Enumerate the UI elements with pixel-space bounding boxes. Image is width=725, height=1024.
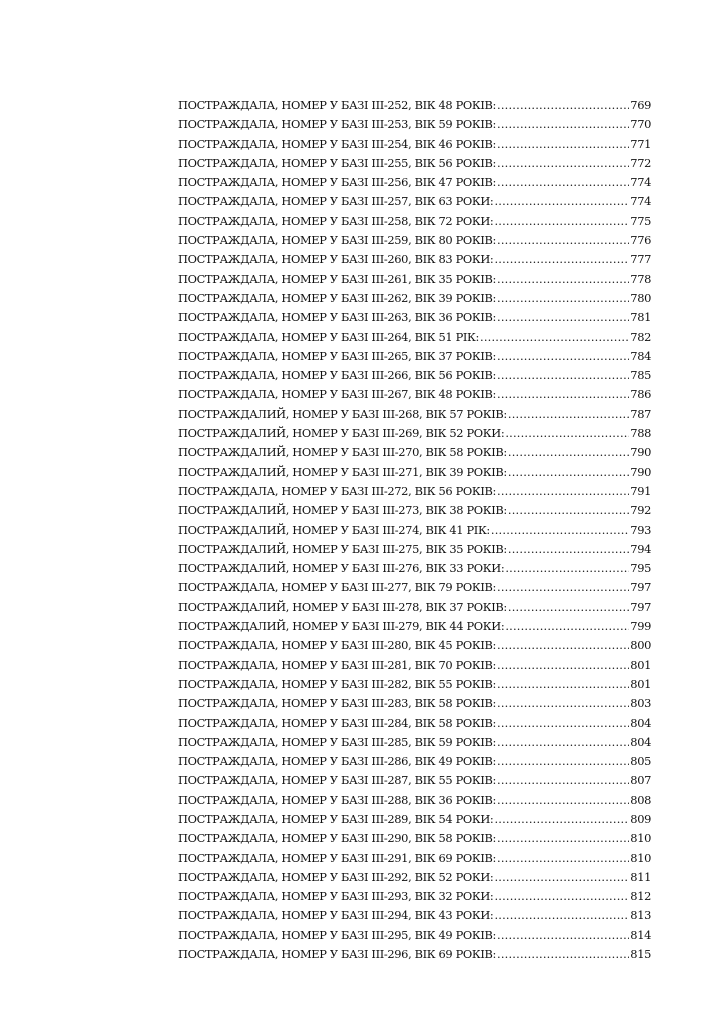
toc-entry-title: ПОСТРАЖДАЛА, НОМЕР У БАЗІ ІІІ-281, ВІК 70 РОКІВ: bbox=[178, 657, 497, 672]
toc-dot-leader bbox=[497, 308, 629, 327]
toc-dot-leader bbox=[497, 771, 629, 790]
toc-entry-title: ПОСТРАЖДАЛА, НОМЕР У БАЗІ ІІІ-293, ВІК 32 РОКИ: bbox=[178, 889, 494, 904]
toc-page-number: 784 bbox=[630, 348, 651, 363]
toc-entry[interactable] bbox=[178, 250, 651, 269]
toc-dot-leader bbox=[497, 135, 629, 154]
toc-entry-title: ПОСТРАЖДАЛА, НОМЕР У БАЗІ ІІІ-256, ВІК 47 РОКІВ: bbox=[178, 175, 497, 190]
toc-entry-title: ПОСТРАЖДАЛА, НОМЕР У БАЗІ ІІІ-296, ВІК 69 РОКІВ: bbox=[178, 947, 497, 962]
toc-page-number: 800 bbox=[630, 638, 651, 653]
toc-entry[interactable] bbox=[178, 714, 651, 733]
toc-dot-leader bbox=[497, 366, 629, 385]
toc-dot-leader bbox=[494, 250, 629, 269]
toc-dot-leader bbox=[497, 289, 629, 308]
toc-entry-title: ПОСТРАЖДАЛА, НОМЕР У БАЗІ ІІІ-253, ВІК 59 РОКІВ: bbox=[178, 117, 497, 132]
toc-entry[interactable] bbox=[178, 829, 651, 848]
toc-page-number: 810 bbox=[630, 831, 651, 846]
toc-page-number: 786 bbox=[630, 387, 651, 402]
toc-page-number: 785 bbox=[630, 368, 651, 383]
toc-dot-leader bbox=[494, 868, 629, 887]
toc-page-number: 808 bbox=[630, 792, 651, 807]
toc-entry[interactable] bbox=[178, 617, 651, 636]
toc-dot-leader bbox=[497, 636, 629, 655]
toc-entry[interactable] bbox=[178, 656, 651, 675]
toc-dot-leader bbox=[508, 501, 629, 520]
toc-dot-leader bbox=[494, 906, 629, 925]
toc-entry[interactable] bbox=[178, 694, 651, 713]
toc-entry-title: ПОСТРАЖДАЛА, НОМЕР У БАЗІ ІІІ-272, ВІК 56 РОКІВ: bbox=[178, 483, 497, 498]
toc-entry-title: ПОСТРАЖДАЛИЙ, НОМЕР У БАЗІ ІІІ-270, ВІК 58 РОКІВ: bbox=[178, 445, 507, 460]
toc-entry[interactable] bbox=[178, 868, 651, 887]
toc-entry-title: ПОСТРАЖДАЛА, НОМЕР У БАЗІ ІІІ-294, ВІК 43 РОКИ: bbox=[178, 908, 494, 923]
toc-page-number: 812 bbox=[630, 889, 651, 904]
toc-entry-title: ПОСТРАЖДАЛИЙ, НОМЕР У БАЗІ ІІІ-269, ВІК 52 РОКИ: bbox=[178, 426, 505, 441]
toc-entry-title: ПОСТРАЖДАЛА, НОМЕР У БАЗІ ІІІ-295, ВІК 49 РОКІВ: bbox=[178, 927, 497, 942]
toc-page-number: 778 bbox=[630, 271, 651, 286]
toc-dot-leader bbox=[497, 347, 629, 366]
toc-page-number: 805 bbox=[630, 754, 651, 769]
toc-dot-leader bbox=[497, 96, 629, 115]
toc-entry[interactable] bbox=[178, 135, 651, 154]
toc-entry[interactable] bbox=[178, 366, 651, 385]
toc-dot-leader bbox=[497, 578, 629, 597]
toc-entry-title: ПОСТРАЖДАЛА, НОМЕР У БАЗІ ІІІ-282, ВІК 55 РОКІВ: bbox=[178, 676, 497, 691]
toc-page-number: 770 bbox=[630, 117, 651, 132]
toc-page-number: 793 bbox=[630, 522, 651, 537]
toc-entry[interactable] bbox=[178, 212, 651, 231]
toc-dot-leader bbox=[497, 482, 629, 501]
toc-entry[interactable] bbox=[178, 540, 651, 559]
toc-page-number: 797 bbox=[630, 580, 651, 595]
toc-dot-leader bbox=[494, 192, 629, 211]
toc-entry-title: ПОСТРАЖДАЛА, НОМЕР У БАЗІ ІІІ-255, ВІК 56 РОКІВ: bbox=[178, 155, 497, 170]
toc-dot-leader bbox=[494, 810, 629, 829]
toc-page-number: 775 bbox=[630, 213, 651, 228]
toc-dot-leader bbox=[505, 559, 629, 578]
toc-entry-title: ПОСТРАЖДАЛА, НОМЕР У БАЗІ ІІІ-288, ВІК 36 РОКІВ: bbox=[178, 792, 497, 807]
toc-dot-leader bbox=[497, 829, 629, 848]
toc-entry-title: ПОСТРАЖДАЛА, НОМЕР У БАЗІ ІІІ-267, ВІК 48 РОКІВ: bbox=[178, 387, 497, 402]
toc-page-number: 769 bbox=[630, 98, 651, 112]
toc-entry[interactable] bbox=[178, 771, 651, 790]
toc-dot-leader bbox=[508, 443, 629, 462]
toc-dot-leader bbox=[508, 540, 629, 559]
toc-entry[interactable] bbox=[178, 636, 651, 655]
toc-dot-leader bbox=[497, 385, 629, 404]
toc-entry-title: ПОСТРАЖДАЛИЙ, НОМЕР У БАЗІ ІІІ-271, ВІК 39 РОКІВ: bbox=[178, 464, 507, 479]
toc-entry[interactable] bbox=[178, 675, 651, 694]
toc-dot-leader bbox=[497, 694, 629, 713]
toc-entry-title: ПОСТРАЖДАЛА, НОМЕР У БАЗІ ІІІ-259, ВІК 80 РОКІВ: bbox=[178, 233, 497, 248]
toc-dot-leader bbox=[505, 617, 629, 636]
toc-dot-leader bbox=[497, 675, 629, 694]
toc-page-number: 776 bbox=[630, 233, 651, 248]
toc-dot-leader bbox=[497, 173, 629, 192]
toc-entry-title: ПОСТРАЖДАЛИЙ, НОМЕР У БАЗІ ІІІ-273, ВІК 38 РОКІВ: bbox=[178, 503, 507, 518]
toc-page-number: 814 bbox=[630, 927, 651, 942]
toc-entry[interactable] bbox=[178, 289, 651, 308]
toc-entry[interactable] bbox=[178, 115, 651, 134]
toc-page-number: 804 bbox=[630, 734, 651, 749]
toc-page-number: 771 bbox=[630, 136, 651, 151]
toc-entry-title: ПОСТРАЖДАЛА, НОМЕР У БАЗІ ІІІ-260, ВІК 83 РОКИ: bbox=[178, 252, 494, 267]
toc-entry-title: ПОСТРАЖДАЛА, НОМЕР У БАЗІ ІІІ-280, ВІК 45 РОКІВ: bbox=[178, 638, 497, 653]
toc-entry-title: ПОСТРАЖДАЛА, НОМЕР У БАЗІ ІІІ-262, ВІК 39 РОКІВ: bbox=[178, 290, 497, 305]
toc-entry-title: ПОСТРАЖДАЛА, НОМЕР У БАЗІ ІІІ-277, ВІК 79 РОКІВ: bbox=[178, 580, 497, 595]
toc-entry[interactable] bbox=[178, 945, 651, 964]
toc-entry-title: ПОСТРАЖДАЛА, НОМЕР У БАЗІ ІІІ-264, ВІК 51 РІК: bbox=[178, 329, 480, 344]
toc-entry[interactable] bbox=[178, 521, 651, 540]
toc-dot-leader bbox=[505, 424, 629, 443]
toc-entry-title: ПОСТРАЖДАЛА, НОМЕР У БАЗІ ІІІ-283, ВІК 58 РОКІВ: bbox=[178, 696, 497, 711]
toc-page-number: 797 bbox=[630, 599, 651, 614]
toc-dot-leader bbox=[494, 887, 629, 906]
toc-page-number: 792 bbox=[630, 503, 651, 518]
toc-entry[interactable] bbox=[178, 559, 651, 578]
toc-entry[interactable] bbox=[178, 231, 651, 250]
toc-entry[interactable] bbox=[178, 424, 651, 443]
toc-page-number: 809 bbox=[630, 811, 651, 826]
toc-entry-title: ПОСТРАЖДАЛА, НОМЕР У БАЗІ ІІІ-291, ВІК 69 РОКІВ: bbox=[178, 850, 497, 865]
toc-page-number: 804 bbox=[630, 715, 651, 730]
toc-page-number: 795 bbox=[630, 561, 651, 576]
toc-entry[interactable] bbox=[178, 482, 651, 501]
toc-page-number: 810 bbox=[630, 850, 651, 865]
toc-entry-title: ПОСТРАЖДАЛА, НОМЕР У БАЗІ ІІІ-265, ВІК 37 РОКІВ: bbox=[178, 348, 497, 363]
toc-page-number: 777 bbox=[630, 252, 651, 267]
toc-entry-title: ПОСТРАЖДАЛА, НОМЕР У БАЗІ ІІІ-258, ВІК 72 РОКИ: bbox=[178, 213, 494, 228]
toc-entry-title: ПОСТРАЖДАЛА, НОМЕР У БАЗІ ІІІ-287, ВІК 55 РОКІВ: bbox=[178, 773, 497, 788]
toc-dot-leader bbox=[508, 598, 629, 617]
toc-entry[interactable] bbox=[178, 173, 651, 192]
toc-page-number: 774 bbox=[630, 194, 651, 209]
toc-dot-leader bbox=[497, 733, 629, 752]
toc-dot-leader bbox=[480, 328, 629, 347]
toc-entry[interactable] bbox=[178, 501, 651, 520]
toc-dot-leader bbox=[497, 115, 629, 134]
toc-entry[interactable] bbox=[178, 752, 651, 771]
toc-dot-leader bbox=[494, 212, 629, 231]
toc-page-number: 794 bbox=[630, 541, 651, 556]
toc-entry-title: ПОСТРАЖДАЛА, НОМЕР У БАЗІ ІІІ-285, ВІК 59 РОКІВ: bbox=[178, 734, 497, 749]
toc-entry-title: ПОСТРАЖДАЛИЙ, НОМЕР У БАЗІ ІІІ-268, ВІК 57 РОКІВ: bbox=[178, 406, 507, 421]
toc-dot-leader bbox=[497, 270, 629, 289]
toc-entry[interactable] bbox=[178, 578, 651, 597]
toc-entry[interactable] bbox=[178, 810, 651, 829]
toc-dot-leader bbox=[508, 405, 629, 424]
toc-dot-leader bbox=[497, 849, 629, 868]
toc-entry-title: ПОСТРАЖДАЛИЙ, НОМЕР У БАЗІ ІІІ-275, ВІК 35 РОКІВ: bbox=[178, 541, 507, 556]
toc-entry[interactable] bbox=[178, 887, 651, 906]
toc-page-number: 815 bbox=[630, 947, 651, 962]
toc-entry[interactable] bbox=[178, 154, 651, 173]
toc-entry-title: ПОСТРАЖДАЛИЙ, НОМЕР У БАЗІ ІІІ-278, ВІК 37 РОКІВ: bbox=[178, 599, 507, 614]
toc-entry-title: ПОСТРАЖДАЛА, НОМЕР У БАЗІ ІІІ-286, ВІК 49 РОКІВ: bbox=[178, 754, 497, 769]
toc-page-number: 813 bbox=[630, 908, 651, 923]
toc-page-number: 780 bbox=[630, 290, 651, 305]
toc-entry-title: ПОСТРАЖДАЛА, НОМЕР У БАЗІ ІІІ-252, ВІК 48 РОКІВ: bbox=[178, 98, 497, 112]
toc-entry[interactable] bbox=[178, 443, 651, 462]
toc-entry[interactable] bbox=[178, 405, 651, 424]
toc-page-number: 787 bbox=[630, 406, 651, 421]
toc-page-number: 790 bbox=[630, 445, 651, 460]
toc-page-number: 811 bbox=[630, 869, 651, 884]
toc-entry[interactable] bbox=[178, 733, 651, 752]
toc-page-number: 781 bbox=[630, 310, 651, 325]
toc-entry-title: ПОСТРАЖДАЛА, НОМЕР У БАЗІ ІІІ-261, ВІК 35 РОКІВ: bbox=[178, 271, 497, 286]
toc-entry-title: ПОСТРАЖДАЛА, НОМЕР У БАЗІ ІІІ-284, ВІК 58 РОКІВ: bbox=[178, 715, 497, 730]
toc-dot-leader bbox=[497, 231, 629, 250]
toc-dot-leader bbox=[508, 463, 629, 482]
toc-page-number: 790 bbox=[630, 464, 651, 479]
toc-entry[interactable] bbox=[178, 926, 651, 945]
toc-page-number: 782 bbox=[630, 329, 651, 344]
toc-dot-leader bbox=[497, 926, 629, 945]
toc-entry-title: ПОСТРАЖДАЛА, НОМЕР У БАЗІ ІІІ-266, ВІК 56 РОКІВ: bbox=[178, 368, 497, 383]
toc-dot-leader bbox=[497, 752, 629, 771]
toc-entry-title: ПОСТРАЖДАЛИЙ, НОМЕР У БАЗІ ІІІ-276, ВІК 33 РОКИ: bbox=[178, 561, 505, 576]
toc-page-number: 791 bbox=[630, 483, 651, 498]
toc-entry[interactable] bbox=[178, 328, 651, 347]
toc-entry-title: ПОСТРАЖДАЛА, НОМЕР У БАЗІ ІІІ-257, ВІК 63 РОКИ: bbox=[178, 194, 494, 209]
toc-entry[interactable] bbox=[178, 270, 651, 289]
toc-entry[interactable] bbox=[178, 385, 651, 404]
toc-dot-leader bbox=[497, 714, 629, 733]
toc-page-number: 801 bbox=[630, 676, 651, 691]
toc-dot-leader bbox=[497, 154, 629, 173]
toc-dot-leader bbox=[497, 791, 629, 810]
toc-page-number: 807 bbox=[630, 773, 651, 788]
toc-entry[interactable] bbox=[178, 849, 651, 868]
toc-page-number: 774 bbox=[630, 175, 651, 190]
toc-entry-title: ПОСТРАЖДАЛА, НОМЕР У БАЗІ ІІІ-290, ВІК 58 РОКІВ: bbox=[178, 831, 497, 846]
toc-entry[interactable] bbox=[178, 463, 651, 482]
toc-dot-leader bbox=[491, 521, 629, 540]
toc-entry-title: ПОСТРАЖДАЛА, НОМЕР У БАЗІ ІІІ-289, ВІК 54 РОКИ: bbox=[178, 811, 494, 826]
toc-entry[interactable] bbox=[178, 791, 651, 810]
toc-page-number: 803 bbox=[630, 696, 651, 711]
toc-page-number: 801 bbox=[630, 657, 651, 672]
toc-entry-title: ПОСТРАЖДАЛА, НОМЕР У БАЗІ ІІІ-254, ВІК 46 РОКІВ: bbox=[178, 136, 497, 151]
toc-entry-title: ПОСТРАЖДАЛИЙ, НОМЕР У БАЗІ ІІІ-274, ВІК 41 РІК: bbox=[178, 522, 490, 537]
toc-entry[interactable] bbox=[178, 347, 651, 366]
toc-dot-leader bbox=[497, 945, 629, 964]
toc-page-number: 799 bbox=[630, 619, 651, 634]
toc-entry[interactable] bbox=[178, 96, 651, 115]
toc-entry[interactable] bbox=[178, 906, 651, 925]
table-of-contents bbox=[178, 96, 651, 964]
toc-dot-leader bbox=[497, 656, 629, 675]
toc-entry[interactable] bbox=[178, 192, 651, 211]
toc-entry-title: ПОСТРАЖДАЛА, НОМЕР У БАЗІ ІІІ-292, ВІК 52 РОКИ: bbox=[178, 869, 494, 884]
toc-entry-title: ПОСТРАЖДАЛИЙ, НОМЕР У БАЗІ ІІІ-279, ВІК 44 РОКИ: bbox=[178, 619, 505, 634]
toc-entry[interactable] bbox=[178, 308, 651, 327]
toc-entry-title: ПОСТРАЖДАЛА, НОМЕР У БАЗІ ІІІ-263, ВІК 36 РОКІВ: bbox=[178, 310, 497, 325]
toc-page-number: 788 bbox=[630, 426, 651, 441]
toc-entry[interactable] bbox=[178, 598, 651, 617]
toc-page-number: 772 bbox=[630, 155, 651, 170]
